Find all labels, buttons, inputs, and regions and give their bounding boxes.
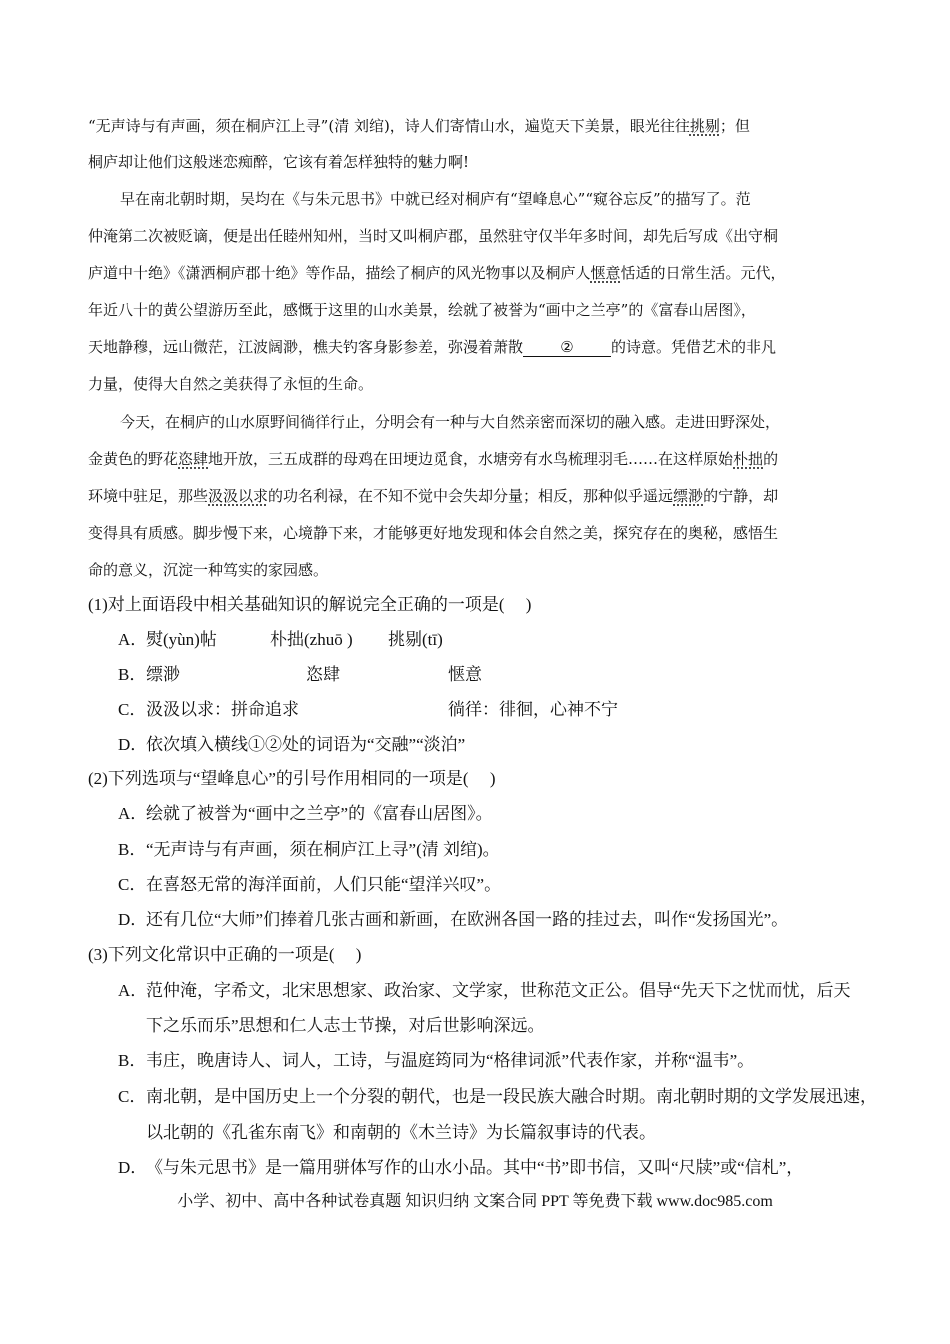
option-key: A． [118,630,148,649]
option-text: 《与朱元思书》是一篇用骈体写作的山水小品。其中“书”即书信，又叫“尺牍”或“信札”， [146,1158,804,1177]
question-3-option-c-continued: 以北朝的《孔雀东南飞》和南朝的《木兰诗》为长篇叙事诗的代表。 [146,1123,656,1142]
option-cell: 恣肆 [306,665,340,684]
option-text: 在喜怒无常的海洋面前，人们只能“望洋兴叹”。 [146,875,502,894]
passage-line [88,116,868,136]
question-3-option-a-continued: 下之乐而乐”思想和仁人志士节操，对后世影响深远。 [146,1016,545,1035]
option-cell: 徜徉：徘徊，心神不宁 [448,700,618,719]
question-2-stem: (2)下列选项与“望峰息心”的引号作用相同的一项是( ) [88,769,496,788]
option-key: C． [118,875,147,894]
option-cell: 挑剔(tī) [388,630,443,649]
option-key: B． [118,665,147,684]
text-run: 的功名利禄，在不知不觉中会失却分量；相反，那种似乎遥远 [268,487,674,505]
option-text: 依次填入横线①②处的词语为“交融”“淡泊” [146,735,466,754]
text-run: 的 [763,450,779,468]
passage-line: 力量，使得大自然之美获得了永恒的生命。 [88,375,374,393]
page-footer: 小学、初中、高中各种试卷真题 知识归纳 文案合同 PPT 等免费下载 www.doc985.com [177,1193,773,1210]
text-run: 天地静穆，远山微茫，江波阔渺，樵夫钓客身影参差，弥漫着萧散 [88,338,524,356]
passage-paragraph-1 [88,116,868,172]
option-key: B． [118,840,147,859]
dotted-word: 缥渺 [673,487,704,505]
text-run: 金黄色的野花 [88,450,179,468]
option-cell: 朴拙(zhuō ) [270,630,353,649]
option-cell: 汲汲以求：拼命追求 [146,700,299,719]
question-1-option-a[interactable] [118,629,878,651]
option-key: C． [118,1087,147,1106]
text-run: “无声诗与有声画，须在桐庐江上寻”(清 刘绾)，诗人们寄情山水，遍览天下美景，眼光往往 [88,117,690,135]
text-run: 环境中驻足，那些 [88,487,209,505]
option-cell: 缥渺 [146,665,180,684]
question-2-option-d[interactable] [118,909,878,931]
passage-line: 命的意义，沉淀一种笃实的家园感。 [88,561,329,579]
option-cell: 惬意 [448,665,482,684]
question-3-stem: (3)下列文化常识中正确的一项是( ) [88,945,362,964]
option-key: D． [118,910,148,929]
option-key: B． [118,1051,147,1070]
option-key: A． [118,804,148,823]
question-1-stem: (1)对上面语段中相关基础知识的解说完全正确的一项是( ) [88,595,532,614]
passage-paragraph-3 [88,412,868,580]
question-1-option-b[interactable] [118,664,878,686]
question-3-option-a[interactable] [118,980,878,1002]
question-3-option-d[interactable] [118,1157,878,1179]
passage-line [88,337,868,357]
text-run: 的宁静，却 [703,487,779,505]
question-3-option-c[interactable] [118,1086,878,1108]
option-key: D． [118,735,148,754]
option-cell: 熨(yùn)帖 [146,630,217,649]
question-1-option-d[interactable] [118,734,878,756]
option-key: D． [118,1158,148,1177]
dotted-word: 朴拙 [733,450,764,468]
passage-line [88,486,868,506]
option-text: 绘就了被誉为“画中之兰亭”的《富春山居图》。 [146,804,493,823]
fill-blank-2: ② [523,339,611,357]
text-run: ；但 [719,117,750,135]
question-2-option-a[interactable] [118,803,878,825]
dotted-word: 惬意 [590,264,621,282]
text-run: 的诗意。凭借艺术的非凡 [611,338,777,356]
passage-line [88,263,868,283]
option-text: 还有几位“大师”们捧着几张古画和新画，在欧洲各国一路的挂过去，叫作“发扬国光”。 [146,910,789,929]
passage-line: 今天，在桐庐的山水原野间徜徉行止，分明会有一种与大自然亲密而深切的融入感。走进田野深处， [120,413,781,431]
passage-line: 变得具有质感。脚步慢下来，心境静下来，才能够更好地发现和体会自然之美，探究存在的奥秘，感悟生 [88,524,779,542]
question-1-option-c[interactable] [118,699,878,721]
passage-line [88,449,868,469]
text-run: 恬适的日常生活。元代， [620,264,786,282]
option-text: 范仲淹，字希文，北宋思想家、政治家、文学家，世称范文正公。倡导“先天下之忧而忧，后天 [146,981,851,1000]
dotted-word: 恣肆 [178,450,209,468]
passage-line: 桐庐却让他们这般迷恋痴醉，它该有着怎样独特的魅力啊! [88,153,470,171]
option-key: C． [118,700,147,719]
question-2-option-c[interactable] [118,874,878,896]
passage-line: 早在南北朝时期，吴均在《与朱元思书》中就已经对桐庐有“望峰息心”“窥谷忘反”的描写了。范 [120,190,751,208]
dotted-word: 挑剔 [689,117,720,135]
question-3-option-b[interactable] [118,1050,878,1072]
passage-line: 仲淹第二次被贬谪，便是出任睦州知州，当时又叫桐庐郡，虽然驻守仅半年多时间，却先后写成《出守桐 [88,227,779,245]
option-text: 韦庄，晚唐诗人、词人，工诗，与温庭筠同为“格律词派”代表作家，并称“温韦”。 [146,1051,755,1070]
question-2-option-b[interactable] [118,839,878,861]
dotted-word: 汲汲以求 [208,487,269,505]
option-key: A． [118,981,148,1000]
text-run: 地开放，三五成群的母鸡在田埂边觅食，水塘旁有水鸟梳理羽毛……在这样原始 [208,450,734,468]
option-text: “无声诗与有声画，须在桐庐江上寻”(清 刘绾)。 [146,840,500,859]
passage-line: 年近八十的黄公望游历至此，感慨于这里的山水美景，绘就了被誉为“画中之兰亭”的《富春山居图》， [88,301,756,319]
text-run: 庐道中十绝》《潇洒桐庐郡十绝》等作品，描绘了桐庐的风光物事以及桐庐人 [88,264,591,282]
option-text: 南北朝，是中国历史上一个分裂的朝代，也是一段民族大融合时期。南北朝时期的文学发展迅速， [146,1087,877,1106]
passage-paragraph-2 [88,189,868,394]
